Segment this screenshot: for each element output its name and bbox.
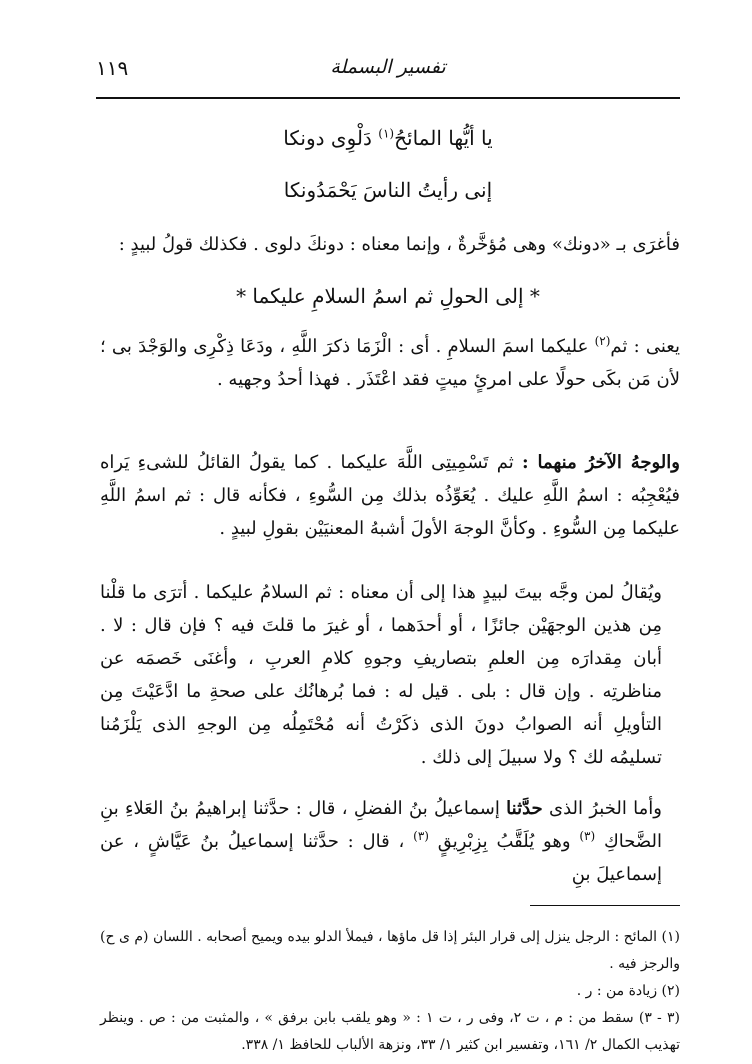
verse-1-after: دَلْوِى دونكا (283, 126, 379, 150)
paragraph-3 (100, 446, 680, 545)
verse-1-before: يا أيُّها المائحُ (394, 126, 493, 150)
footnote-ref-3-open: (٣) (579, 829, 596, 843)
paragraph-5-middle: إسماعيلُ بنُ الفضلِ ، قال : حدَّثنا إبراهيمُ بنُ العَلاءِ بنِ الضَّحاكِ (100, 798, 662, 852)
footnote-ref-3-close: (٣) (413, 829, 429, 843)
verse-line-2: إنى رأيتُ الناسَ يَحْمَدُونكا (283, 178, 493, 202)
paragraph-2-before: يعنى : ثم (610, 336, 680, 357)
paragraph-1: فأغرَى بـ «دونك» وهى مُؤخَّرةٌ ، وإنما معناه : دونكَ دلوى . فكذلك قولُ لبيدٍ : (118, 234, 680, 255)
footnotes (100, 924, 680, 1059)
verse-line-3: * إلى الحولِ ثم اسمُ السلامِ عليكما * (236, 284, 540, 308)
footnote-2: (٢) زيادة من : ر . (576, 983, 680, 999)
running-title: تفسير البسملة (330, 56, 446, 78)
page-header (96, 56, 680, 96)
paragraph-3-text: ثم تَسْمِيتِى اللَّهَ عليكما . كما يقولُ القائلُ للشىءِ يَراه فيُعْجِبُه : اسمُ اللَّهِ عليك . يُعَوِّذُه بذلك مِن السُّوءِ ، فكأنه قال : ثم اسمُ اللَّهِ عليكما مِن السُّوءِ . وكأنَّ الوجهَ الأولَ أشبهُ المعنيَيْن بقولِ لبيدٍ . (100, 452, 680, 539)
verse-line-1 (96, 126, 680, 150)
paragraph-3-heading: والوجهُ الآخرُ منهما : (522, 452, 680, 473)
footnote-rule (530, 905, 680, 906)
paragraph-2-after: عليكما اسمَ السلامِ . أى : الْزَمَا ذكرَ اللَّهِ ، ودَعَا ذِكْرِى والوَجْدَ بى ؛ لأن مَن بكَى حولًا على امرئٍ ميتٍ فقد اعْتَذَر . فهذا أحدُ وجهيه . (100, 336, 680, 390)
paragraph-5-before: وأما الخبرُ الذى (542, 798, 662, 819)
paragraph-5-bold: حدَّثنا (506, 798, 543, 819)
paragraph-4: ويُقالُ لمن وجَّه بيتَ لبيدٍ هذا إلى أن معناه : ثم السلامُ عليكما . أترَى ما قلْنا مِن هذين الوجهَيْن جائزًا ، أو أحدَهما ، أو غيرَ ما قلتَ فيه ؟ فإن قال : لا . أبان مِقدارَه مِن العلمِ بتصاريفِ وجوهِ كلامِ العربِ ، وأغنَى خَصمَه عن مناظرتِه . وإن قال : بلى . قيل له : فما بُرهانُك على صحةِ ما ادَّعَيْتَ مِن التأويلِ أنه الصوابُ دونَ الذى ذكَرْتُ أنه مُحْتَمِلُه مِن الوجهِ الذى يَلْزَمُنا تسليمُه لك ؟ ولا سبيلَ إلى ذلك . (100, 582, 662, 768)
paragraph-2 (100, 330, 680, 396)
page-number: ١١٩ (96, 56, 129, 80)
paragraph-5-quoted: وهو يُلَقَّبُ بِزِبْرِيقٍ (428, 831, 580, 852)
footnote-1: (١) المائح : الرجل ينزل إلى قرار البئر إذا قل ماؤها ، فيملأ الدلو بيده ويميح أصحابه . اللسان (م ى ح) والرجز فيه . (100, 929, 680, 972)
paragraph-5-after: ، قال : حدَّثنا إسماعيلُ بنُ عَيَّاشٍ ، عن إسماعيلَ بنِ (100, 831, 662, 885)
header-rule (96, 97, 680, 99)
footnote-3: (٣ - ٣) سقط من : م ، ت ٢، وفى ر ، ت ١ : « وهو يلقب بابن برفق » ، والمثبت من : ص . وينظر تهذيب الكمال ٢/ ١٦١، وتفسير ابن كثير ١/ ٣٣، ونزهة الألباب للحافظ ١/ ٣٣٨. (100, 1010, 680, 1053)
footnote-ref-2: (٢) (594, 334, 611, 348)
footnote-ref-1: (١) (378, 126, 395, 141)
paragraph-5 (100, 792, 680, 891)
